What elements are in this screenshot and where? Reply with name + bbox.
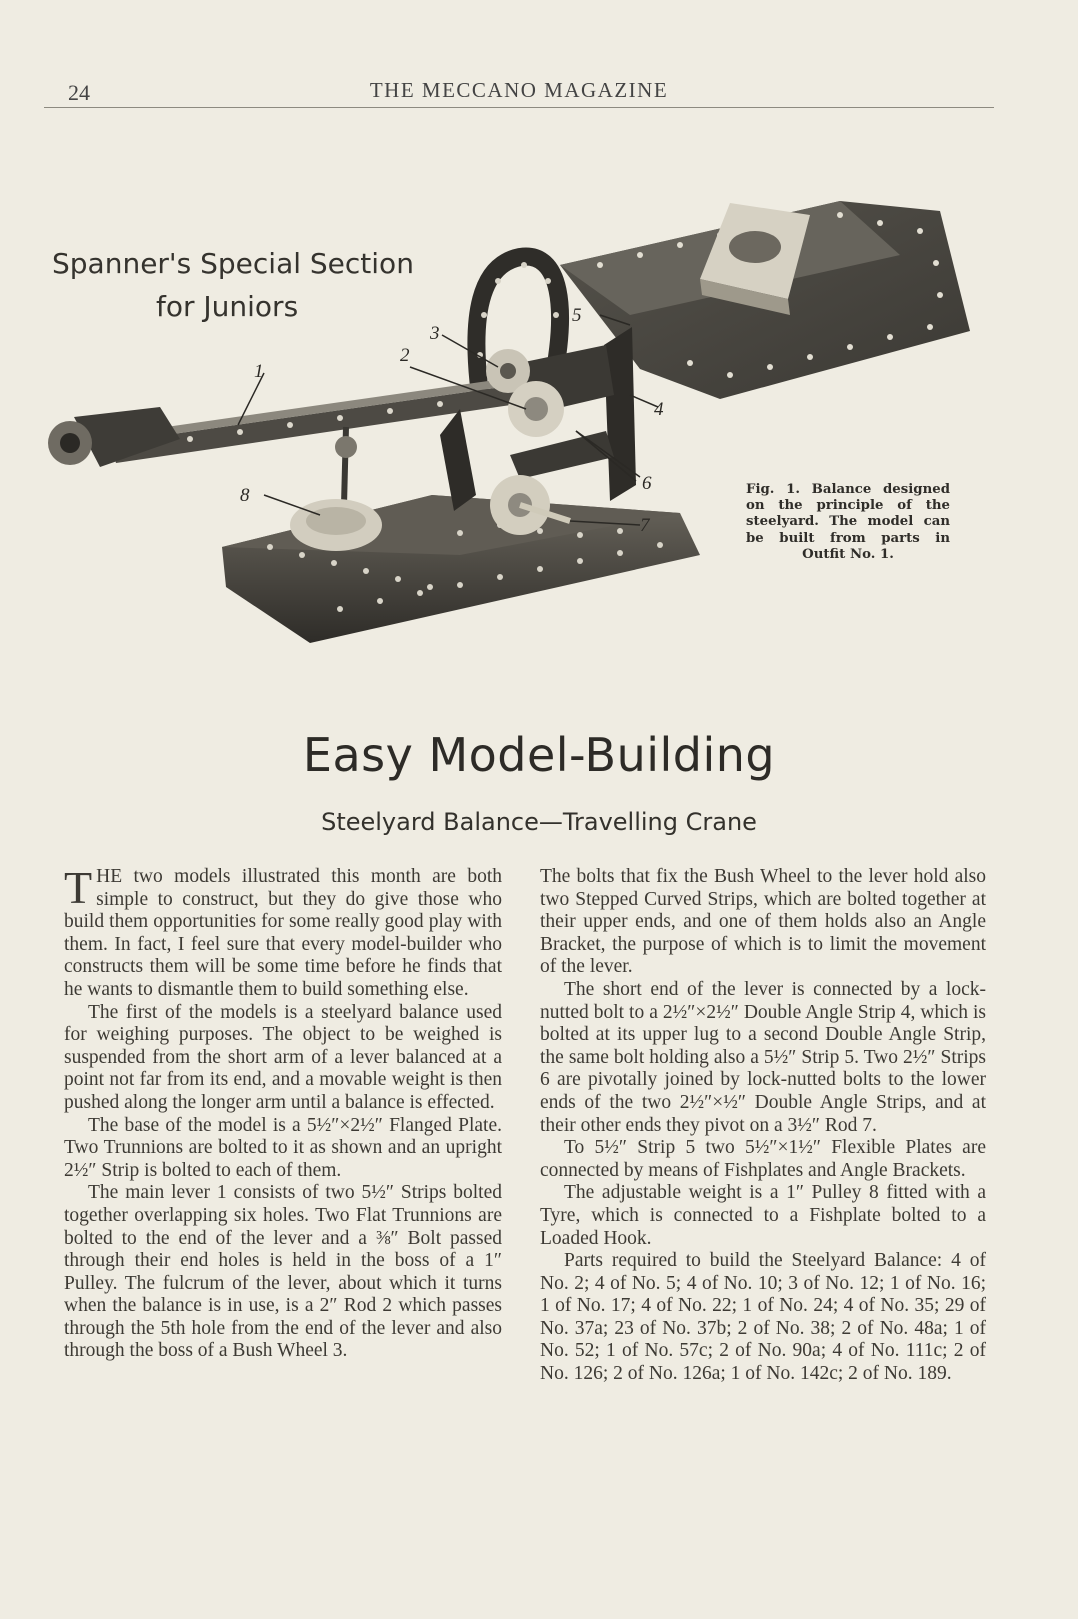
article-paragraph: The base of the model is a 5½″×2½″ Flanged Plate. Two Trunnions are bolted to it as shown and an upright 2½″ Strip is bolted to each of them. (64, 1114, 502, 1181)
paragraph-text: HE two models illustrated this month are both simple to construct, but they do give those who build them opportunities for some really good play with them. In fact, I feel sure that every model-builder who constructs them will be some time before he finds that he wants to dismantle them to build something else. (64, 866, 502, 1000)
article-paragraph: The short end of the lever is connected by a lock-nutted bolt to a 2½″×2½″ Double Angle Strip 4, which is bolted at its upper lug to a second Double Angle Strip, the same bolt holding also a 5½″ Strip 5. Two 2½″ Strips 6 are pivotally joined by lock-nutted bolts to the lower ends of the two 2½″×½″ Double Angle Strips, and at their other ends they pivot on a 3½″ Rod 7. (540, 978, 986, 1136)
article-paragraph: The adjustable weight is a 1″ Pulley 8 fitted with a Tyre, which is connected to a Fishplate bolted to a Loaded Hook. (540, 1182, 986, 1249)
section-title-line-1: Spanner's Special Section (52, 247, 414, 280)
article-headline: Easy Model-Building (302, 728, 776, 782)
article-right-column (540, 866, 986, 1386)
callout-6: 6 (642, 473, 652, 494)
page-header (44, 74, 994, 106)
callout-1: 1 (254, 361, 264, 382)
page-number: 24 (68, 80, 90, 105)
article-paragraph: The bolts that fix the Bush Wheel to the lever hold also two Stepped Curved Strips, which are bolted together at their upper ends, and one of them holds also an Angle Bracket, the purpose of which is to limit the movement of the lever. (540, 866, 986, 978)
callout-7: 7 (640, 515, 650, 536)
header-rule (44, 107, 994, 108)
section-title (52, 242, 414, 328)
figure-caption: Fig. 1. Balance designed on the principle of the steelyard. The model can be built from parts in Outfit No. 1. (746, 482, 950, 562)
article-paragraph: To 5½″ Strip 5 two 5½″×1½″ Flexible Plates are connected by means of Fishplates and Angle Brackets. (540, 1137, 986, 1181)
adjustable-weight (290, 427, 382, 551)
article-left-column (64, 862, 502, 1363)
magazine-title: THE MECCANO MAGAZINE (369, 78, 669, 102)
callout-4: 4 (654, 399, 664, 420)
article-subheadline: Steelyard Balance—Travelling Crane (321, 808, 757, 836)
callout-5: 5 (572, 305, 582, 326)
callout-8: 8 (240, 485, 250, 506)
article-paragraph: The first of the models is a steelyard balance used for weighing purposes. The object to be weighed is suspended from the short arm of a lever balanced at a point not far from its end, and a movable weight is then pushed along the longer arm until a balance is effected. (64, 1001, 502, 1113)
article-paragraph (64, 862, 502, 1002)
parts-list: Parts required to build the Steelyard Balance: 4 of No. 2; 4 of No. 5; 4 of No. 10; 3 of No. 12; 1 of No. 16; 1 of No. 17; 4 of No. 22; 1 of No. 24; 4 of No. 35; 29 of No. 37a; 23 of No. 37b; 2 of No. 38; 2 of No. 48a; 1 of No. 52; 1 of No. 57c; 2 of No. 90a; 4 of No. 111c; 2 of No. 126; 2 of No. 126a; 1 of No. 142c; 2 of No. 189. (540, 1250, 986, 1385)
callout-2: 2 (400, 345, 410, 366)
section-title-line-2: for Juniors (156, 290, 299, 323)
drop-cap: T (64, 862, 93, 913)
callout-3: 3 (430, 323, 440, 344)
article-paragraph: The main lever 1 consists of two 5½″ Strips bolted together overlapping six holes. Two Flat Trunnions are bolted to the end of the lever and a ⅜″ Bolt passed through their end holes is held in the boss of a 1″ Pulley. The fulcrum of the lever, about which it turns when the balance is in use, is a 2″ Rod 2 which passes through the 5th hole from the end of the lever and also through the boss of a Bush Wheel 3. (64, 1182, 502, 1362)
